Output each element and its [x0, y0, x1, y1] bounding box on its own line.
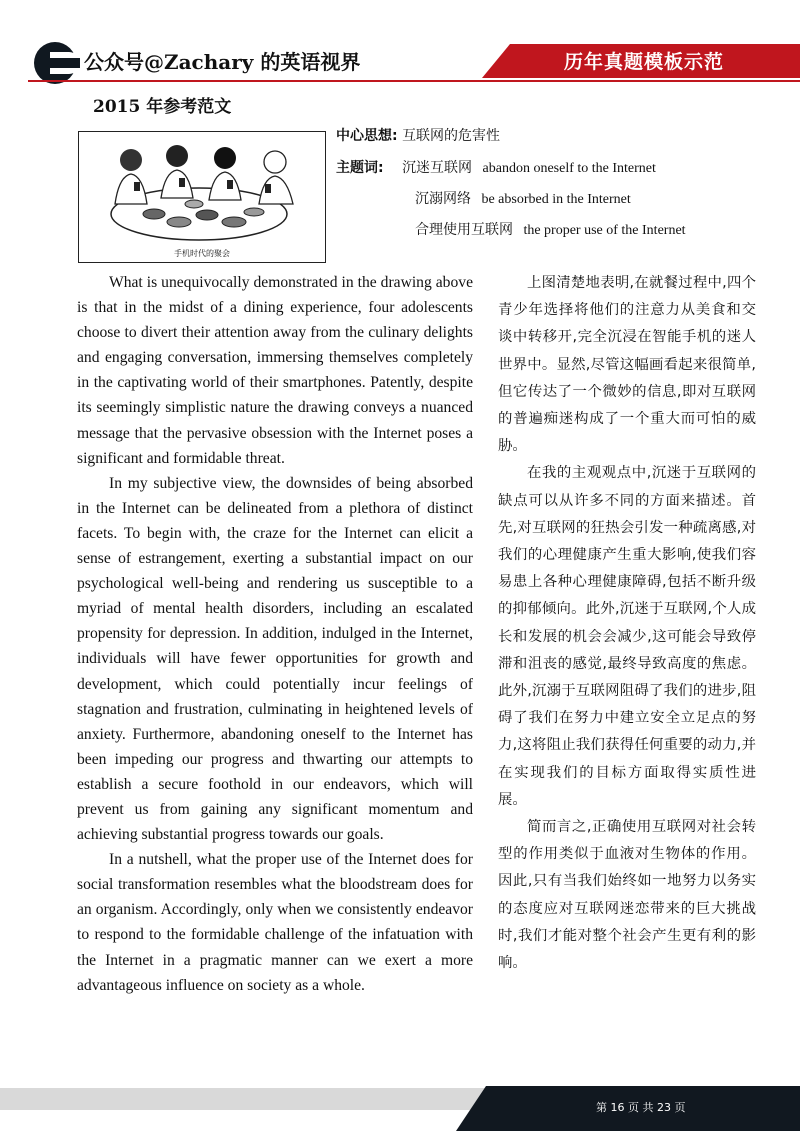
dinner-phones-drawing [79, 132, 325, 262]
topic-line-3 [415, 219, 686, 239]
header-account-name: 公众号@Zachary 的英语视界 [84, 50, 361, 74]
page-header [0, 0, 800, 100]
topic-line-1 [336, 157, 656, 177]
cartoon-illustration [78, 131, 326, 263]
topic-en-2: be absorbed in the Internet [481, 192, 631, 207]
theme-value: 互联网的危害性 [402, 128, 501, 144]
section-title: 2015 年参考范文 [93, 97, 232, 117]
chinese-paragraph-2: 在我的主观观点中,沉迷于互联网的缺点可以从许多不同的方面来描述。首先,对互联网的狂热会引发一种疏离感,对我们的心理健康产生重大影响,使我们容易患上各种心理健康障碍,包括不断升级的抑郁倾向。此外,沉迷于互联网,个人成长和发展的机会会减少,这可能会导致停滞和沮丧的感觉,最终导致高度的焦虑。此外,沉溺于互联网阻碍了我们的进步,阻碍了我们在努力中建立安全立足点的努力,这将阻止我们获得任何重要的动力,并在实现我们的目标方面取得实质性进展。 [498, 465, 756, 808]
english-paragraph-2: In my subjective view, the downsides of being absorbed in the Internet can be delineated from a plethora of distinct facets. To begin with, the craze for the Internet can elicit a sense of estrangement, exerting a substantial impact on our psychological well-being and rendering us susceptible to a myriad of mental health disorders, including an escalated propensity for depression. In addition, indulged in the Internet, individuals will have fewer opportunities for growth and development, which could potentially incur feelings of stagnation and frustration, culminating in heightened levels of anxiety. Furthermore, abandoning oneself to the Internet has been impeding our progress and thwarting our attempts to establish a secure foothold in our endeavors, which will prevent us from gaining any significant momentum and achieving substantial progress towards our goals. [77, 474, 473, 844]
topic-cn-1: 沉迷互联网 [402, 160, 473, 176]
chinese-translation [498, 270, 756, 977]
page-number: 第 16 页 共 23 页 [596, 1101, 686, 1114]
topic-label: 主题词: [336, 160, 384, 176]
english-paragraph-3: In a nutshell, what the proper use of the Internet does for social transformation resembles what the bloodstream does for an organism. Accordingly, only when we consistently endeavor to respond to the formidable challenge of the infatuation with the Internet in a pragmatic manner can we exert a more advantageous influence on society as a whole. [77, 851, 473, 994]
topic-en-1: abandon oneself to the Internet [482, 161, 656, 176]
chinese-paragraph-1: 上图清楚地表明,在就餐过程中,四个青少年选择将他们的注意力从美食和交谈中转移开,完全沉浸在智能手机的迷人世界中。显然,尽管这幅画看起来很简单,但它传达了一个微妙的信息,即对互联网的普遍痴迷构成了一个重大而可怕的威胁。 [498, 275, 756, 455]
logo-bar [50, 58, 80, 68]
header-section-title: 历年真题模板示范 [563, 51, 724, 73]
illustration-caption: 手机时代的聚会 [174, 249, 230, 258]
theme-line [336, 125, 500, 145]
topic-en-3: the proper use of the Internet [523, 223, 686, 238]
topic-line-2 [415, 188, 631, 208]
topic-cn-3: 合理使用互联网 [415, 222, 513, 238]
english-essay [77, 270, 473, 998]
chinese-paragraph-3: 简而言之,正确使用互联网对社会转型的作用类似于血液对生物体的作用。因此,只有当我们始终如一地努力以务实的态度应对互联网迷恋带来的巨大挑战时,我们才能对整个社会产生更有利的影响。 [498, 819, 756, 972]
theme-label: 中心思想: [336, 128, 398, 144]
topic-cn-2: 沉溺网络 [415, 191, 471, 207]
header-divider [28, 80, 800, 82]
english-paragraph-1: What is unequivocally demonstrated in the drawing above is that in the midst of a dining experience, four adolescents choose to divert their attention away from the culinary delights and engaging conversation, immersing themselves completely in the captivating world of their smartphones. Patently, despite its seemingly simplistic nature the drawing conveys a nuanced message that the pervasive obsession with the Internet poses a significant and formidable threat. [77, 274, 473, 467]
